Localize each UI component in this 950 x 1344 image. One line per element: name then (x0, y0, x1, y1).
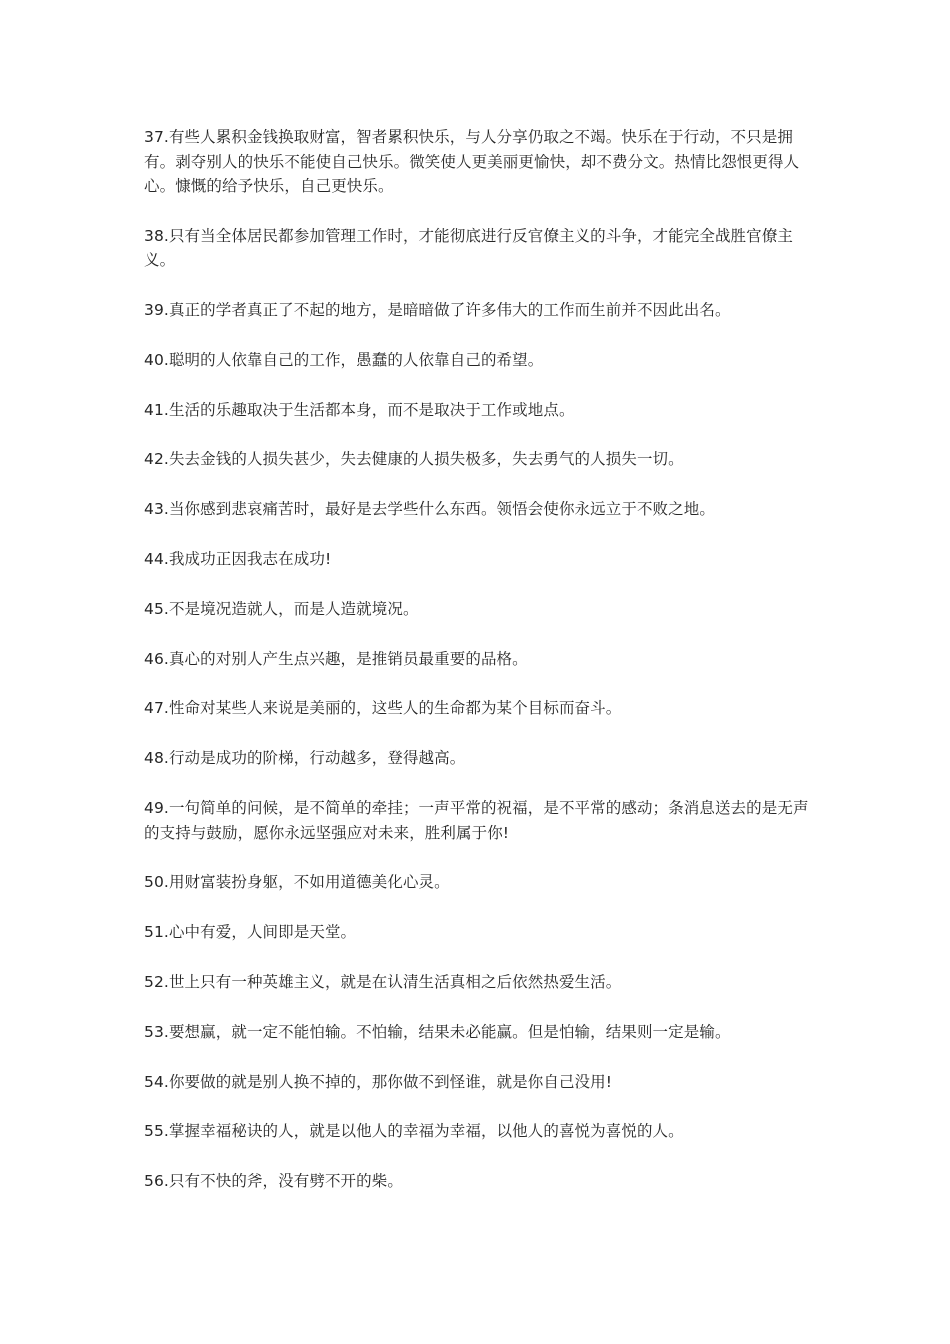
quote-43: 43.当你感到悲哀痛苦时，最好是去学些什么东西。领悟会使你永远立于不败之地。 (144, 500, 715, 519)
quote-55: 55.掌握幸福秘诀的人，就是以他人的幸福为幸福，以他人的喜悦为喜悦的人。 (144, 1122, 684, 1141)
quote-44: 44.我成功正因我志在成功! (144, 550, 332, 569)
quote-45: 45.不是境况造就人，而是人造就境况。 (144, 599, 419, 618)
quote-37: 37.有些人累积金钱换取财富，智者累积快乐，与人分享仍取之不竭。快乐在于行动，不只是拥有。剥夺别人的快乐不能使自己快乐。微笑使人更美丽更愉快，却不费分文。热情比怨恨更得人心。慷慨的给予快乐，自己更快乐。 (144, 128, 800, 195)
quote-52: 52.世上只有一种英雄主义，就是在认清生活真相之后依然热爱生活。 (144, 972, 622, 991)
quote-46: 46.真心的对别人产生点兴趣，是推销员最重要的品格。 (144, 649, 528, 668)
quote-53: 53.要想赢，就一定不能怕输。不怕输，结果未必能赢。但是怕输，结果则一定是输。 (144, 1022, 731, 1041)
quote-49: 49.一句简单的问候，是不简单的牵挂；一声平常的祝福，是不平常的感动；条消息送去的是无声的支持与鼓励，愿你永远坚强应对未来，胜利属于你! (144, 799, 809, 842)
quote-38: 38.只有当全体居民都参加管理工作时，才能彻底进行反官僚主义的斗争，才能完全战胜官僚主义。 (144, 226, 793, 270)
quote-40: 40.聪明的人依靠自己的工作，愚蠢的人依靠自己的希望。 (144, 350, 544, 369)
quote-39: 39.真正的学者真正了不起的地方，是暗暗做了许多伟大的工作而生前并不因此出名。 (144, 301, 731, 320)
quote-41: 41.生活的乐趣取决于生活都本身，而不是取决于工作或地点。 (144, 400, 575, 419)
quote-51: 51.心中有爱，人间即是天堂。 (144, 923, 357, 942)
quote-50: 50.用财富装扮身躯，不如用道德美化心灵。 (144, 873, 450, 892)
quote-48: 48.行动是成功的阶梯，行动越多，登得越高。 (144, 749, 466, 768)
quote-56: 56.只有不快的斧，没有劈不开的柴。 (144, 1172, 403, 1191)
document-page (144, 125, 809, 1219)
quote-54: 54.你要做的就是别人换不掉的，那你做不到怪谁，就是你自己没用! (144, 1072, 613, 1091)
quote-42: 42.失去金钱的人损失甚少，失去健康的人损失极多，失去勇气的人损失一切。 (144, 450, 684, 469)
quote-47: 47.性命对某些人来说是美丽的，这些人的生命都为某个目标而奋斗。 (144, 699, 622, 718)
